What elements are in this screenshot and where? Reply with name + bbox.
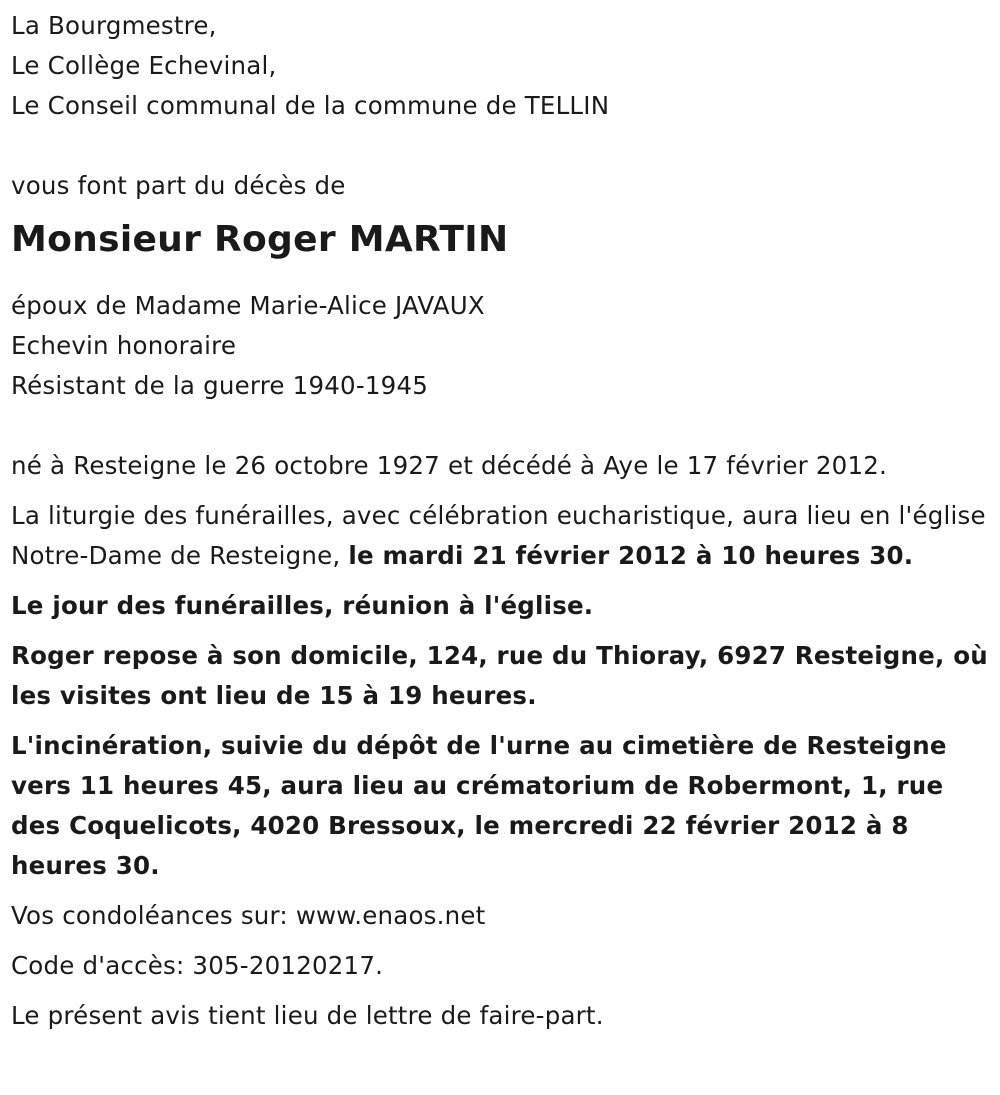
role-line-resistance: Résistant de la guerre 1940-1945 [11,371,429,400]
notice-header [11,6,990,126]
spouse-line: époux de Madame Marie-Alice JAVAUX [11,291,485,320]
header-line-mayor: La Bourgmestre, [11,11,217,40]
liturgy-datetime: le mardi 21 février 2012 à 10 heures 30. [348,541,914,570]
cremation-paragraph: L'incinération, suivie du dépôt de l'urne au cimetière de Resteigne vers 11 heures 45, aura lieu au crématorium de Robermont, 1, rue des Coquelicots, 4020 Bressoux, le mercredi 22 février 2012 à 8 heures 30. [11,731,947,880]
gathering-line: Le jour des funérailles, réunion à l'église. [11,591,594,620]
closing-line: Le présent avis tient lieu de lettre de faire-part. [11,1001,604,1030]
intro-text: vous font part du décès de [11,171,346,200]
visitation-paragraph: Roger repose à son domicile, 124, rue du Thioray, 6927 Resteigne, où les visites ont lieu de 15 à 19 heures. [11,641,988,710]
access-code-line: Code d'accès: 305-20120217. [11,951,384,980]
liturgy-text: La liturgie des funérailles, avec célébration eucharistique, aura lieu en l'église Notre-Dame de Resteigne, [11,501,986,570]
header-line-council: Le Conseil communal de la commune de TELLIN [11,91,610,120]
deceased-name: Monsieur Roger MARTIN [11,219,509,260]
spacer [11,126,990,166]
header-line-college: Le Collège Echevinal, [11,51,277,80]
deceased-details [11,286,990,406]
liturgy-paragraph [11,496,990,576]
spacer [11,406,990,446]
condolences-line: Vos condoléances sur: www.enaos.net [11,901,486,930]
role-line-alderman: Echevin honoraire [11,331,237,360]
birth-death-line: né à Resteigne le 26 octobre 1927 et décédé à Aye le 17 février 2012. [11,451,888,480]
